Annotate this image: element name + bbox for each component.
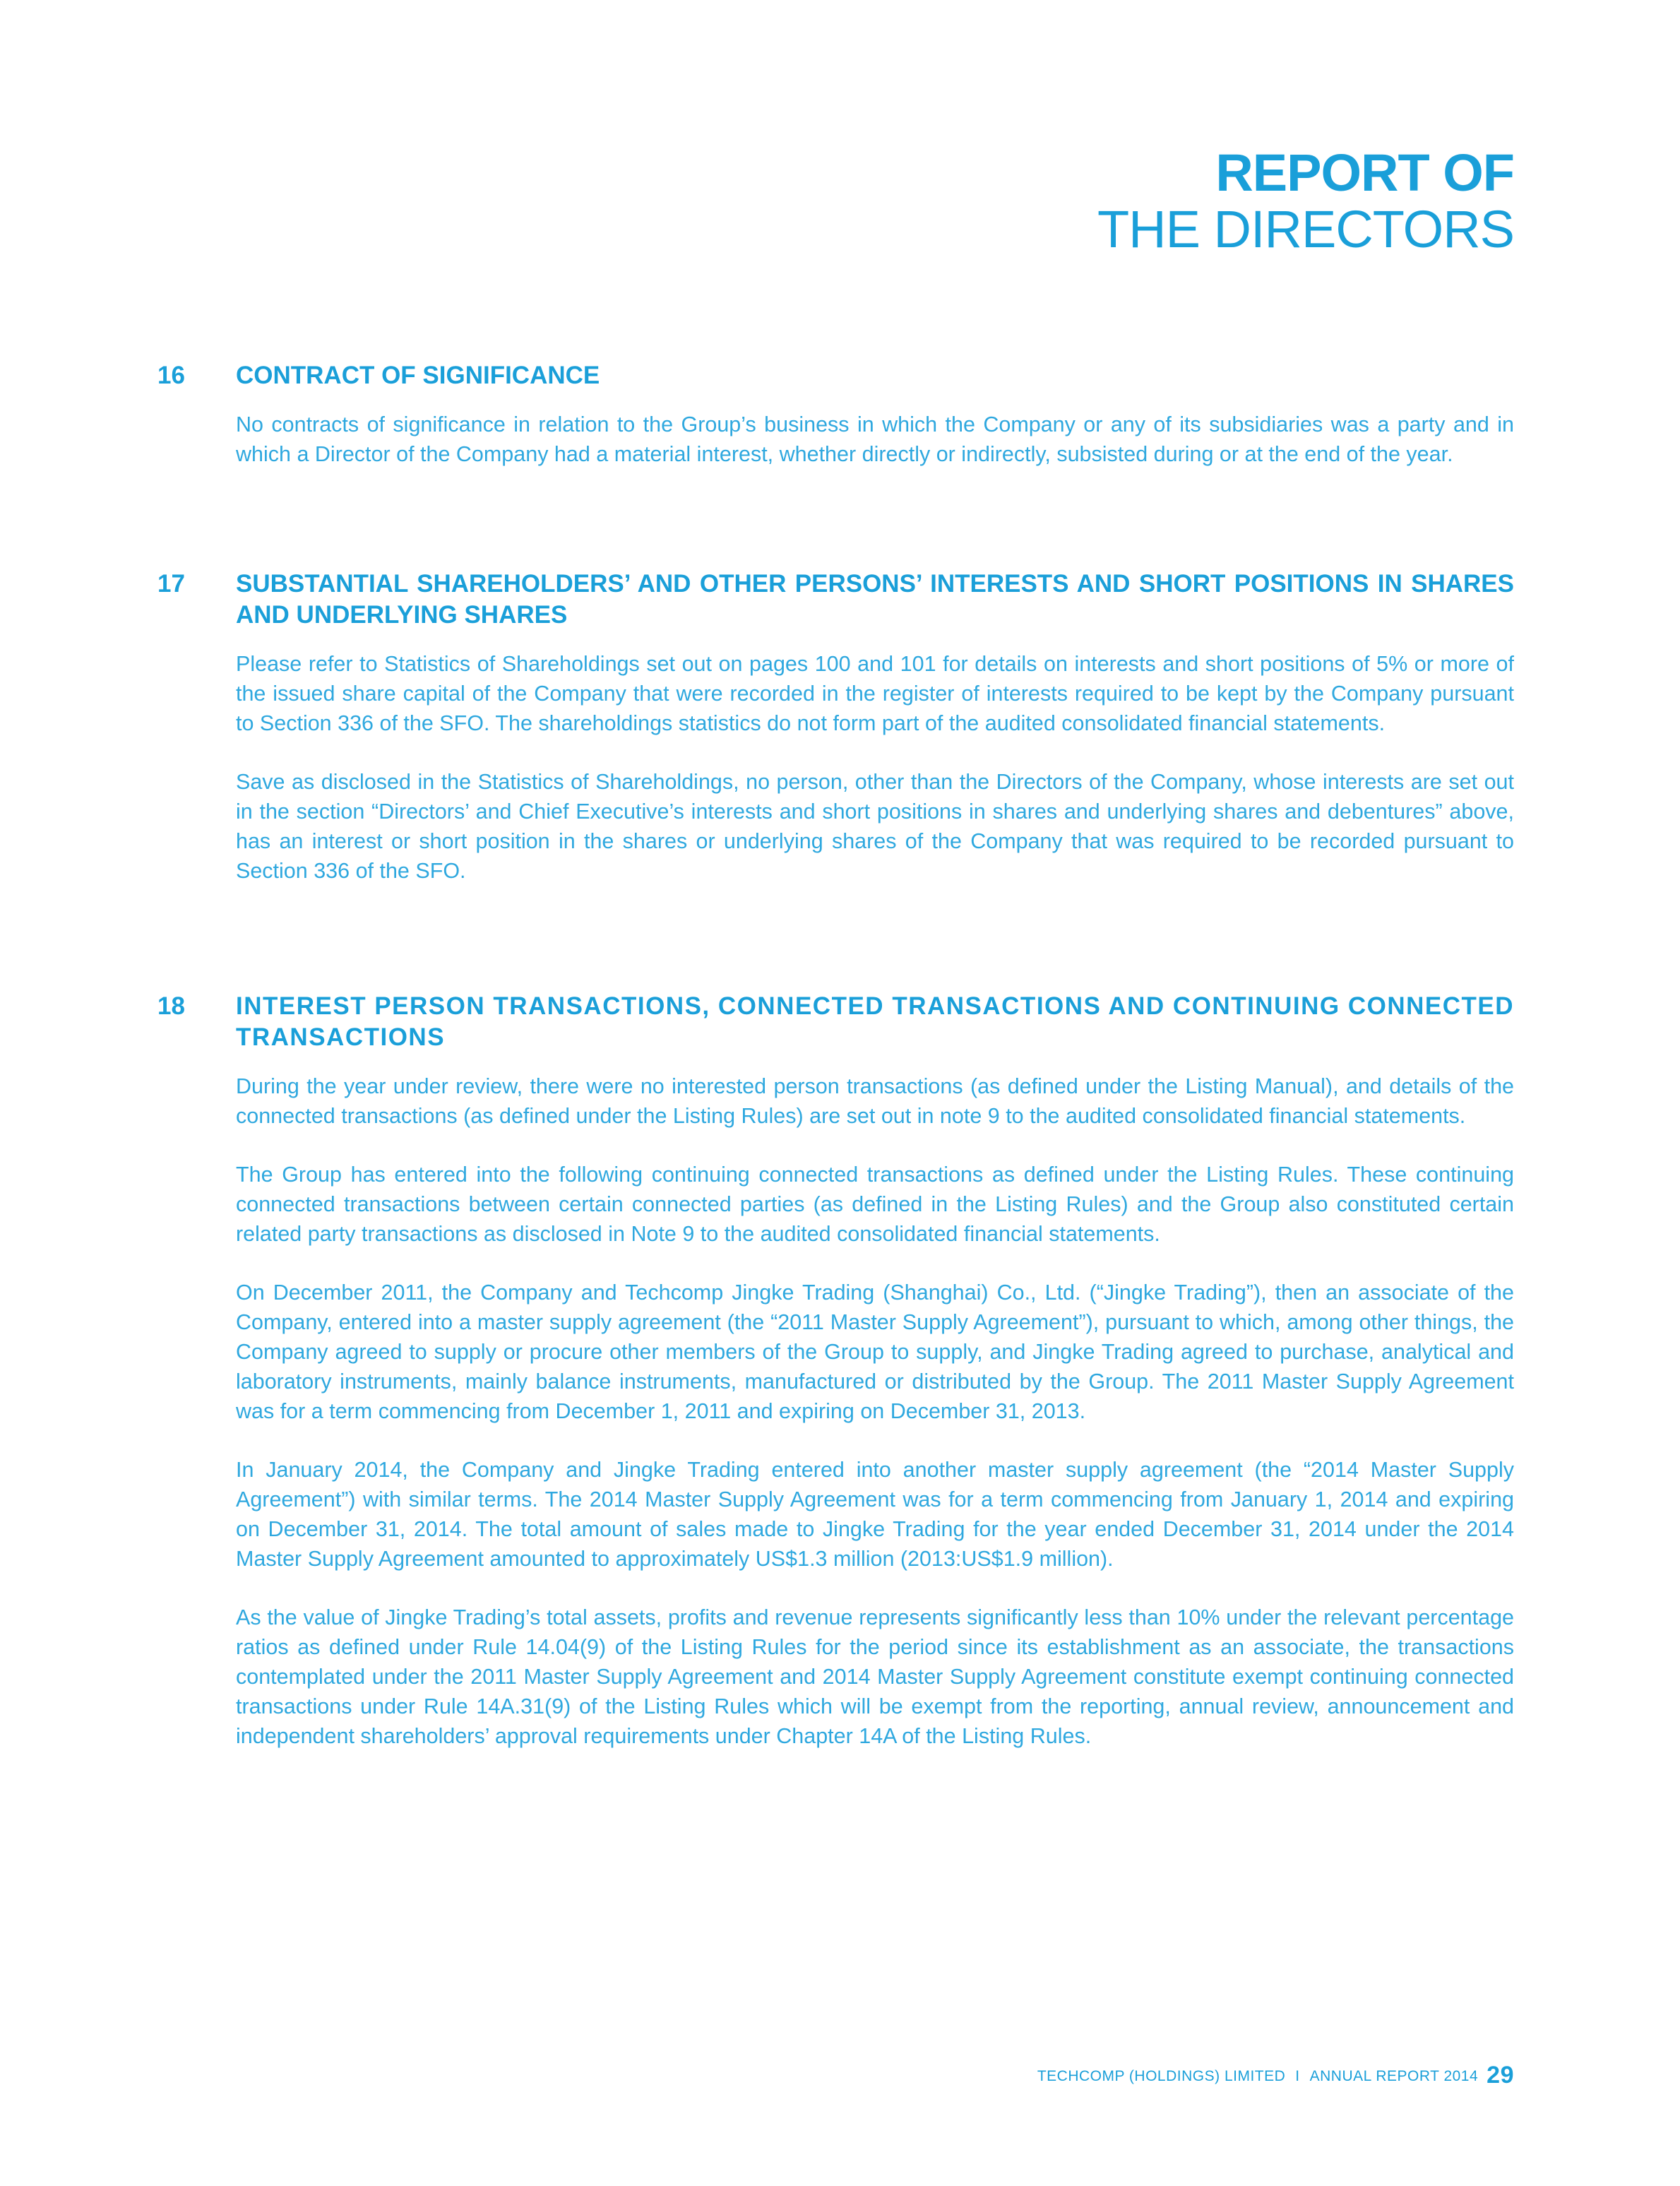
- section-18: [157, 991, 1514, 1751]
- page-footer: [1037, 2061, 1514, 2091]
- paragraph: Please refer to Statistics of Shareholdings set out on pages 100 and 101 for details on interests and short positions of 5% or more of the issued share capital of the Company that were recorded in the register of interests required to be kept by the Company pursuant to Section 336 of the SFO. The shareholdings statistics do not form part of the audited consolidated financial statements.: [236, 652, 1514, 735]
- page-number: 29: [1487, 2062, 1514, 2089]
- paragraph: The Group has entered into the following continuing connected transactions as defined under the Listing Rules. These continuing connected transactions between certain connected parties (as defined in the Listing Rules) and the Group also constituted certain related party transactions as disclosed in Note 9 to the audited consolidated financial statements.: [236, 1163, 1514, 1246]
- report-title-line1: REPORT OF: [1215, 143, 1514, 202]
- footer-separator: I: [1295, 2068, 1300, 2084]
- section-number: 16: [157, 362, 185, 389]
- paragraph: On December 2011, the Company and Techcomp Jingke Trading (Shanghai) Co., Ltd. (“Jingke Trading”), then an associate of the Company, entered into a master supply agreement (the “2011 Master Supply Agreement”), pursuant to which, among other things, the Company agreed to supply or procure other members of the Group to supply, and Jingke Trading agreed to purchase, analytical and laboratory instruments, mainly balance instruments, manufactured or distributed by the Group. The 2011 Master Supply Agreement was for a term commencing from December 1, 2011 and expiring on December 31, 2013.: [236, 1281, 1514, 1423]
- footer-report-name: ANNUAL REPORT 2014: [1309, 2068, 1479, 2084]
- section-17: [157, 569, 1514, 886]
- section-16: [157, 360, 1514, 469]
- section-title: INTEREST PERSON TRANSACTIONS, CONNECTED TRANSACTIONS AND CONTINUING CONNECTED TRANSACTIONS: [236, 992, 1514, 1051]
- paragraph: As the value of Jingke Trading’s total assets, profits and revenue represents significantly less than 10% under the relevant percentage ratios as defined under Rule 14.04(9) of the Listing Rules for the period since its establishment as an associate, the transactions contemplated under the 2011 Master Supply Agreement and 2014 Master Supply Agreement constitute exempt continuing connected transactions under Rule 14A.31(9) of the Listing Rules which will be exempt from the reporting, annual review, announcement and independent shareholders’ approval requirements under Chapter 14A of the Listing Rules.: [236, 1605, 1514, 1748]
- paragraph: Save as disclosed in the Statistics of Shareholdings, no person, other than the Directors of the Company, whose interests are set out in the section “Directors’ and Chief Executive’s interests and short positions in shares and underlying shares and debentures” above, has an interest or short position in the shares or underlying shares of the Company that was required to be recorded pursuant to Section 336 of the SFO.: [236, 770, 1514, 883]
- section-number: 18: [157, 992, 185, 1020]
- report-title-line2: THE DIRECTORS: [1097, 200, 1514, 259]
- report-header: [1097, 145, 1514, 258]
- section-title: CONTRACT OF SIGNIFICANCE: [236, 362, 600, 389]
- footer-company: TECHCOMP (HOLDINGS) LIMITED: [1037, 2068, 1286, 2084]
- section-number: 17: [157, 570, 185, 598]
- paragraph: In January 2014, the Company and Jingke Trading entered into another master supply agreement (the “2014 Master Supply Agreement”) with similar terms. The 2014 Master Supply Agreement was for a term commencing from January 1, 2014 and expiring on December 31, 2014. The total amount of sales made to Jingke Trading for the year ended December 31, 2014 under the 2014 Master Supply Agreement amounted to approximately US$1.3 million (2013:US$1.9 million).: [236, 1458, 1514, 1571]
- paragraph: During the year under review, there were no interested person transactions (as defined under the Listing Manual), and details of the connected transactions (as defined under the Listing Rules) are set out in note 9 to the audited consolidated financial statements.: [236, 1074, 1514, 1128]
- section-title: SUBSTANTIAL SHAREHOLDERS’ AND OTHER PERSONS’ INTERESTS AND SHORT POSITIONS IN SHARES AND UNDERLYING SHARES: [236, 570, 1514, 629]
- paragraph: No contracts of significance in relation to the Group’s business in which the Company or any of its subsidiaries was a party and in which a Director of the Company had a material interest, whether directly or indirectly, subsisted during or at the end of the year.: [236, 412, 1514, 466]
